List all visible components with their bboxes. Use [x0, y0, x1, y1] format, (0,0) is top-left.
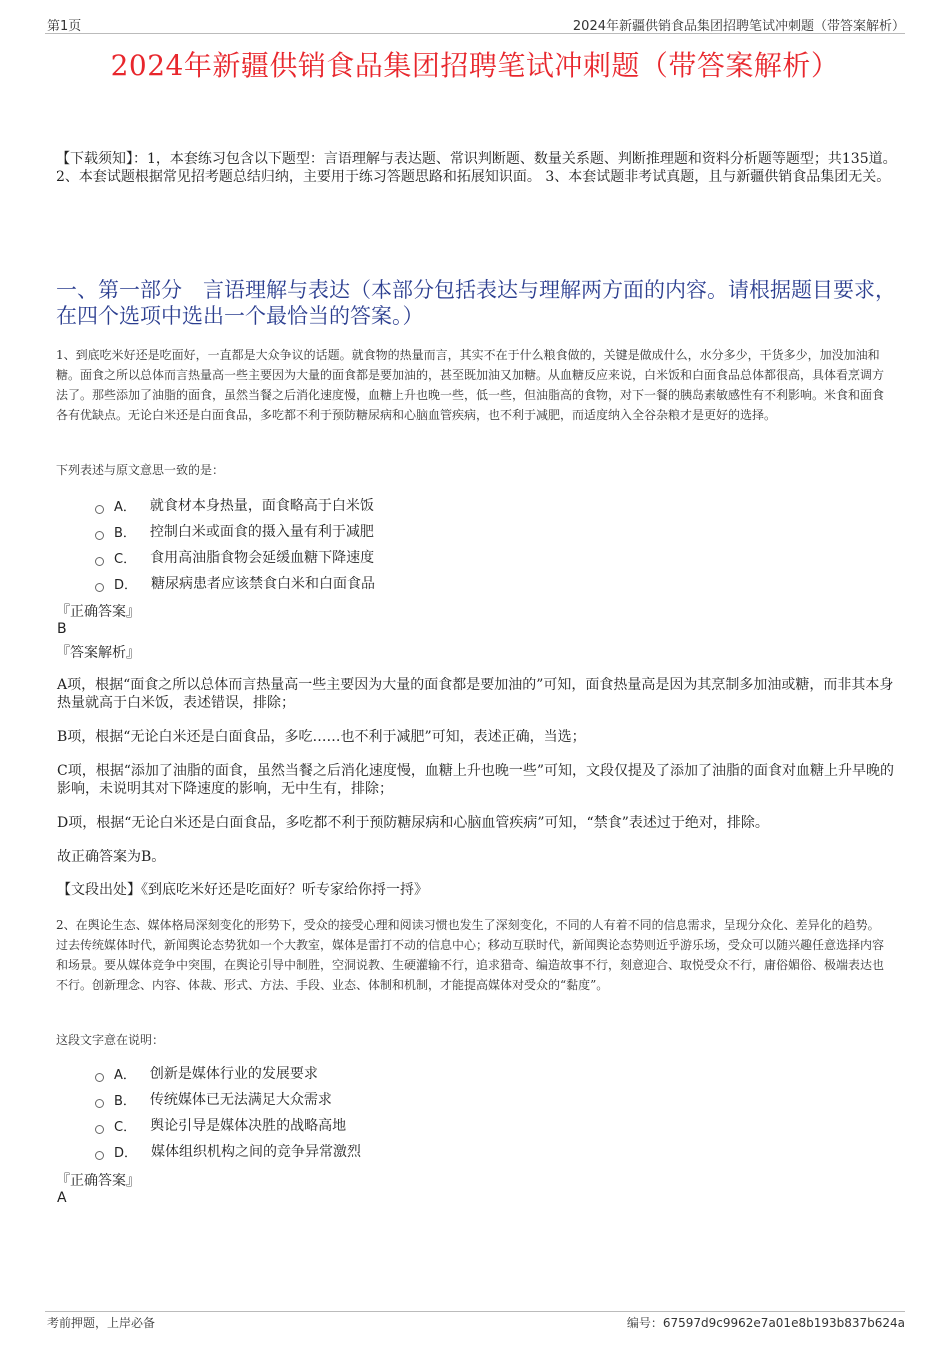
question-2-option-a[interactable]: A． 创新是媒体行业的发展要求 [95, 1060, 361, 1086]
section-heading: 一、第一部分 言语理解与表达（本部分包括表达与理解两方面的内容。请根据题目要求，在四个选项中选出一个最恰当的答案。） [56, 278, 896, 328]
footer-slogan: 考前押题，上岸必备 [47, 1316, 156, 1330]
radio-icon[interactable] [95, 1073, 104, 1082]
analysis-item-a: A项，根据“面食之所以总体而言热量高一些主要因为大量的面食都是要加油的”可知，面食热量高是因为其烹制多加油或糖，而非其本身热量就高于白米饭，表述错误，排除； [57, 677, 894, 711]
passage-source: 【文段出处】《到底吃米好还是吃面好？听专家给你捋一捋》 [57, 882, 428, 898]
footer-divider [45, 1311, 905, 1312]
question-2-answer: A [57, 1190, 67, 1206]
question-1-analysis-label: 『答案解析』 [56, 645, 140, 661]
radio-icon[interactable] [95, 583, 104, 592]
question-2-passage: 2、在舆论生态、媒体格局深刻变化的形势下，受众的接受心理和阅读习惯也发生了深刻变化，不同的人有着不同的信息需求，呈现分众化、差异化的趋势。过去传统媒体时代，新闻舆论态势犹如一个大教室，媒体是雷打不动的信息中心；移动互联时代，新闻舆论态势则近乎游乐场，受众可以随兴趣任意选择内容和场景。要从媒体竞争中突围，在舆论引导中制胜，空洞说教、生硬灌输不行，追求猎奇、编造故事不行，刻意迎合、取悦受众不行，庸俗媚俗、极端表达也不行。创新理念、内容、体裁、形式、方法、手段、业态、体制和机制，才能提高媒体对受众的“黏度”。 [56, 918, 885, 992]
question-2-options [95, 1060, 361, 1164]
question-1-answer: B [57, 621, 67, 637]
question-2-option-b[interactable]: B． 传统媒体已无法满足大众需求 [95, 1086, 361, 1112]
question-2-option-c[interactable]: C． 舆论引导是媒体决胜的战略高地 [95, 1112, 361, 1138]
question-1-option-a[interactable]: A． 就食材本身热量，面食略高于白米饭 [95, 492, 375, 518]
radio-icon[interactable] [95, 557, 104, 566]
page-number: 第1页 [47, 19, 82, 34]
question-2-prompt: 这段文字意在说明： [56, 1033, 165, 1047]
radio-icon[interactable] [95, 1151, 104, 1160]
question-2-answer-label: 『正确答案』 [56, 1173, 140, 1189]
analysis-conclusion: 故正确答案为B。 [57, 849, 166, 865]
document-title: 2024年新疆供销食品集团招聘笔试冲刺题（带答案解析） [110, 49, 840, 82]
question-1-answer-label: 『正确答案』 [56, 604, 140, 620]
question-2-option-d[interactable]: D． 媒体组织机构之间的竞争异常激烈 [95, 1138, 361, 1164]
header-doc-title: 2024年新疆供销食品集团招聘笔试冲刺题（带答案解析） [572, 19, 905, 34]
question-1-passage: 1、到底吃米好还是吃面好，一直都是大众争议的话题。就食物的热量而言，其实不在于什么粮食做的，关键是做成什么，水分多少，干货多少，加没加油和糖。面食之所以总体而言热量高一些主要因为大量的面食都是要加油的，甚至既加油又加糖。从血糖反应来说，白米饭和白面食品总体都很高，具体看烹调方法了。那些添加了油脂的面食，虽然当餐之后消化速度慢，血糖上升也晚一些，低一些，但油脂高的食物，对下一餐的胰岛素敏感性有不利影响。米食和面食各有优缺点。无论白米还是白面食品，多吃都不利于预防糖尿病和心脑血管疾病，也不利于减肥，而适度纳入全谷杂粮才是更好的选择。 [56, 348, 885, 422]
question-1-option-c[interactable]: C． 食用高油脂食物会延缓血糖下降速度 [95, 544, 375, 570]
question-1-options [95, 492, 375, 596]
download-notice: 【下载须知】：1，本套练习包含以下题型：言语理解与表达题、常识判断题、数量关系题、判断推理题和资料分析题等题型；共135道。 2、本套试题根据常见招考题总结归纳，主要用于练习答题思路和拓展知识面。 3、本套试题非考试真题，且与新疆供销食品集团无关。 [56, 151, 897, 185]
footer-doc-id: 编号：67597d9c9962e7a01e8b193b837b624a [626, 1316, 905, 1330]
question-1-prompt: 下列表述与原文意思一致的是： [56, 463, 225, 477]
radio-icon[interactable] [95, 505, 104, 514]
analysis-item-c: C项，根据“添加了油脂的面食，虽然当餐之后消化速度慢，血糖上升也晚一些”可知，文段仅提及了添加了油脂的面食对血糖上升早晚的影响，未说明其对下降速度的影响，无中生有，排除； [57, 763, 895, 797]
analysis-item-b: B项，根据“无论白米还是白面食品，多吃……也不利于减肥”可知，表述正确，当选； [57, 729, 586, 745]
question-1-option-d[interactable]: D． 糖尿病患者应该禁食白米和白面食品 [95, 570, 375, 596]
radio-icon[interactable] [95, 1125, 104, 1134]
analysis-item-d: D项，根据“无论白米还是白面食品，多吃都不利于预防糖尿病和心脑血管疾病”可知，“禁食”表述过于绝对，排除。 [57, 815, 769, 831]
header-divider [45, 33, 905, 34]
radio-icon[interactable] [95, 531, 104, 540]
question-1-option-b[interactable]: B． 控制白米或面食的摄入量有利于减肥 [95, 518, 375, 544]
radio-icon[interactable] [95, 1099, 104, 1108]
